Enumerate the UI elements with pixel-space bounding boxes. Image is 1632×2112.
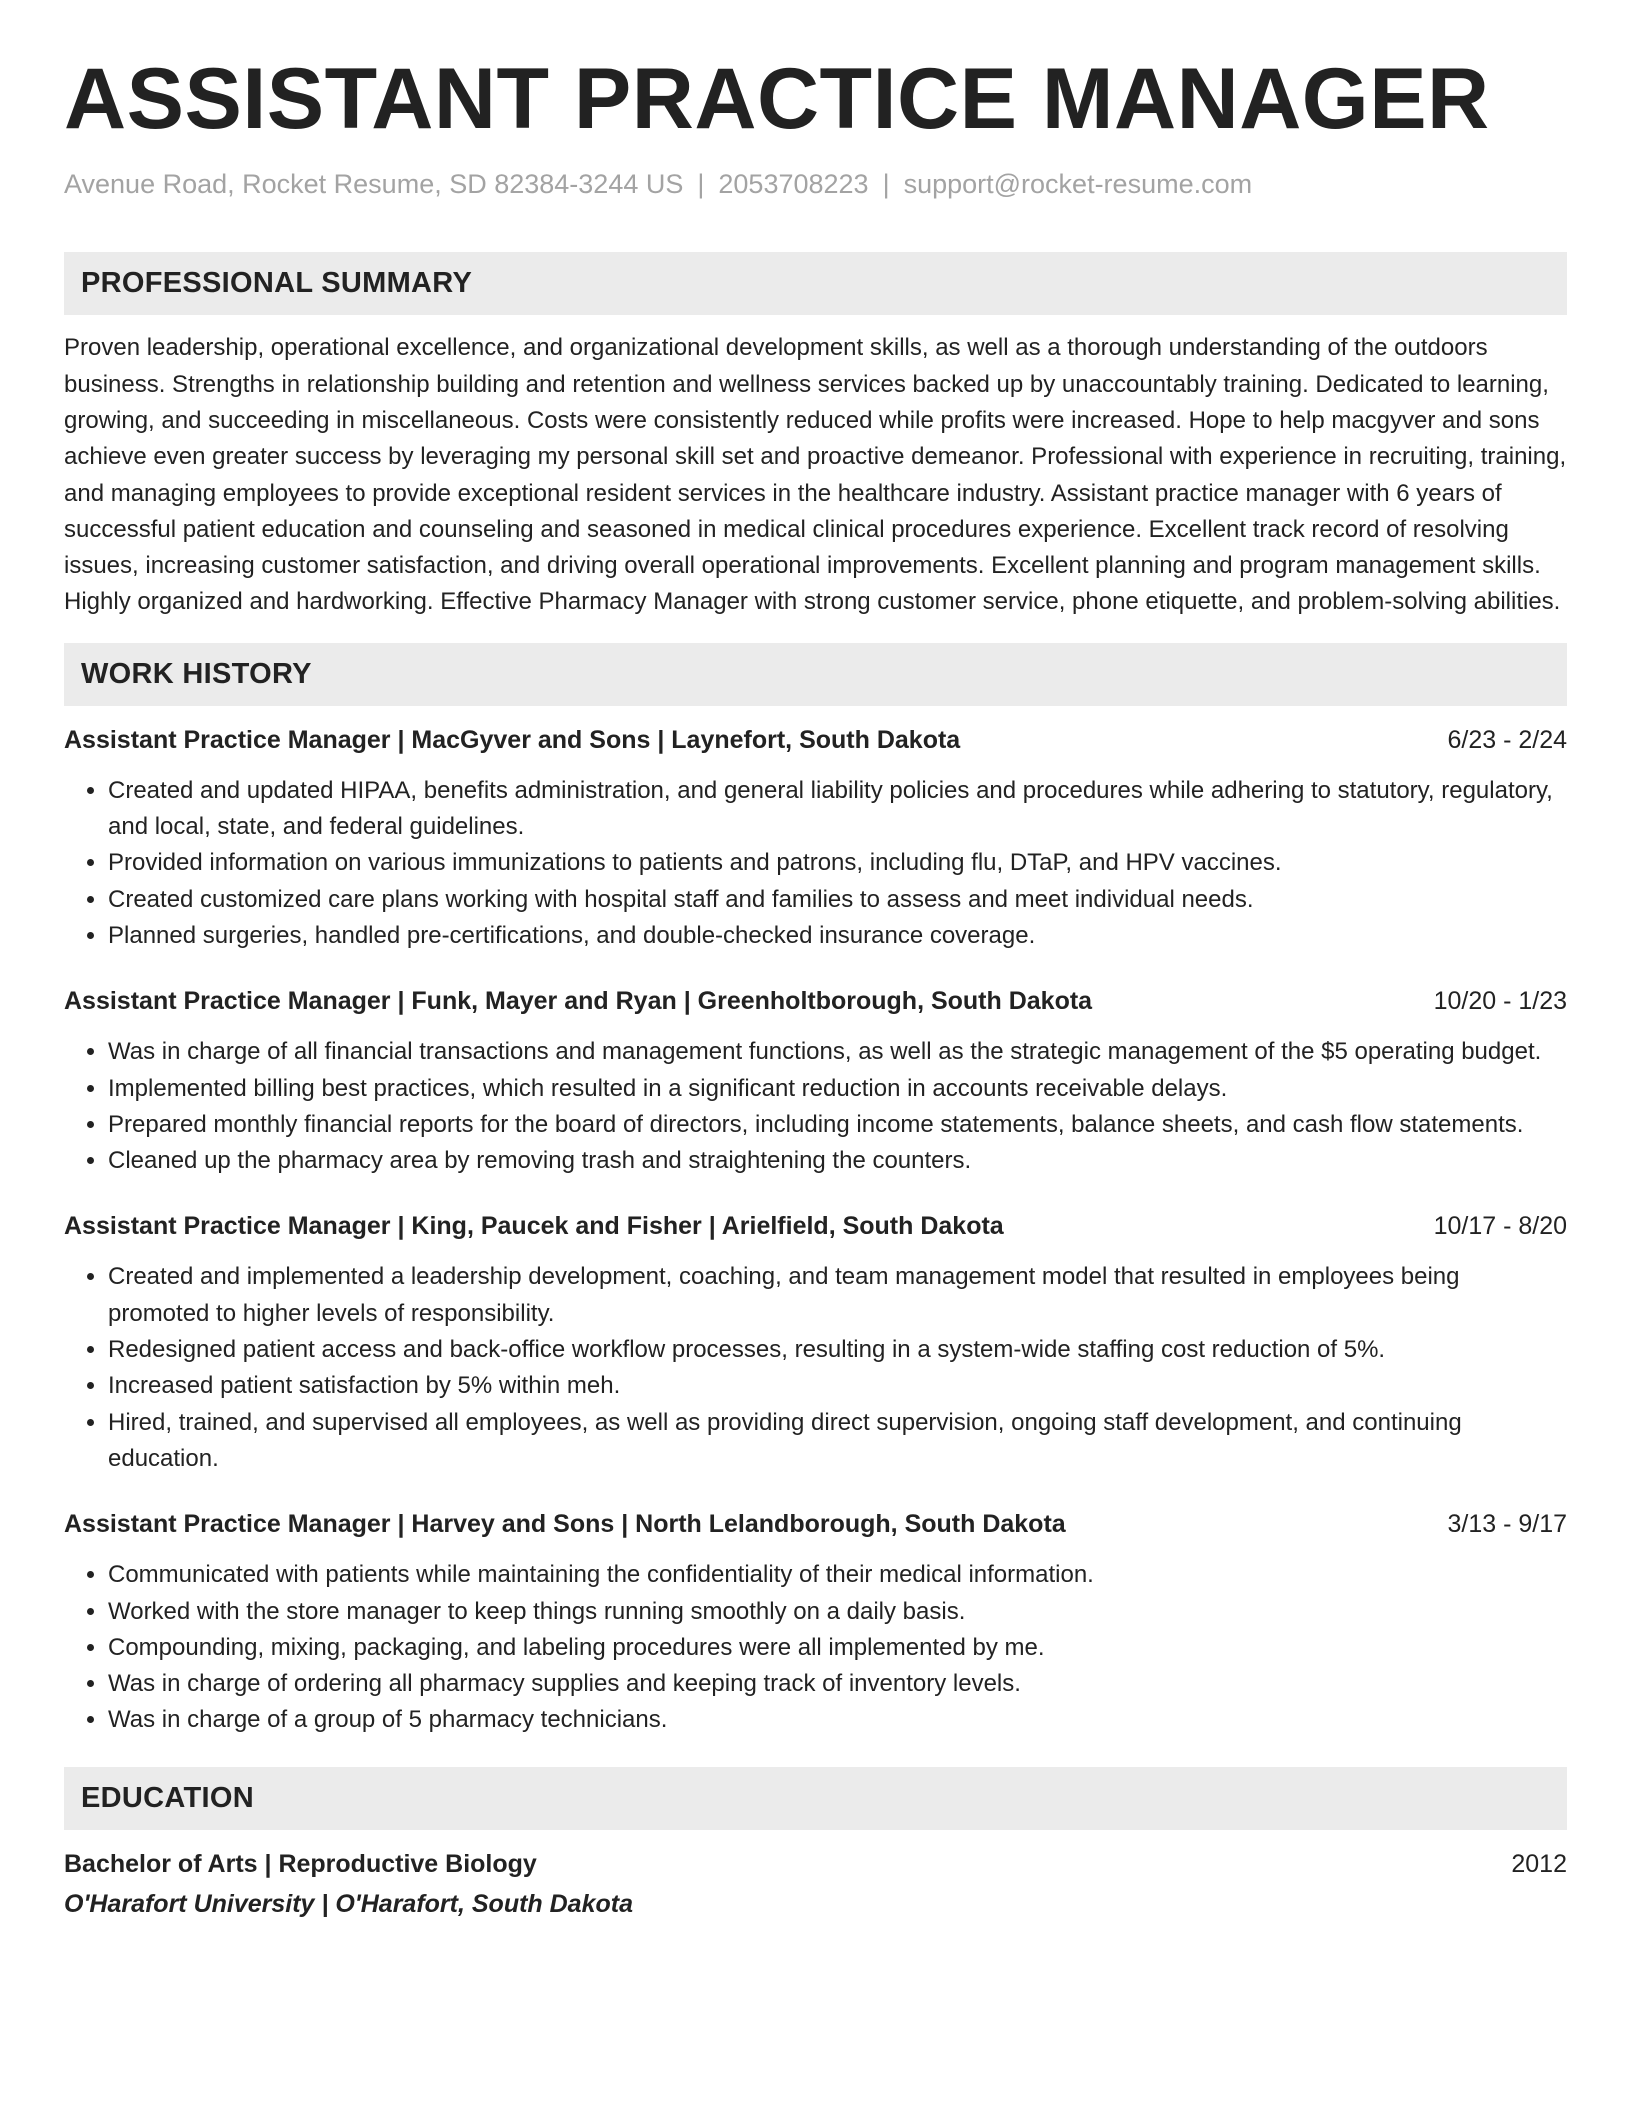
bullet-item: • Created and updated HIPAA, benefits administration, and general liability policies and procedures while adhering to statutory, regulatory, and local, state, and federal guidelines. [108, 773, 1567, 846]
job-entry [64, 1507, 1567, 1738]
job-dates: 6/23 - 2/24 [1447, 725, 1567, 754]
job-header [64, 1209, 1567, 1243]
bullet-item: • Was in charge of all financial transactions and management functions, as well as the strategic management of the $5 operating budget. [108, 1034, 1567, 1070]
bullet-item: • Created and implemented a leadership development, coaching, and team management model that resulted in employees being promoted to higher levels of responsibility. [108, 1259, 1567, 1332]
job-header [64, 984, 1567, 1018]
bullet-item: • Hired, trained, and supervised all employees, as well as providing direct supervision, ongoing staff development, and continuing education. [108, 1405, 1567, 1478]
job-dates: 3/13 - 9/17 [1447, 1510, 1567, 1539]
bullet-item: • Prepared monthly financial reports for the board of directors, including income statements, balance sheets, and cash flow statements. [108, 1107, 1567, 1143]
job-entry [64, 1209, 1567, 1477]
bullet-item: • Increased patient satisfaction by 5% within meh. [108, 1368, 1567, 1404]
education-degree: Bachelor of Arts | Reproductive Biology [64, 1849, 537, 1878]
job-dates: 10/20 - 1/23 [1433, 987, 1567, 1016]
contact-phone: 2053708223 [718, 169, 869, 199]
job-bullets [64, 1034, 1567, 1179]
bullet-item: • Cleaned up the pharmacy area by removing trash and straightening the counters. [108, 1143, 1567, 1179]
job-title: Assistant Practice Manager | Harvey and Sons | North Lelandborough, South Dakota [64, 1510, 1066, 1539]
job-dates: 10/17 - 8/20 [1433, 1212, 1567, 1241]
section-title: EDUCATION [81, 1781, 254, 1814]
bullet-item: • Communicated with patients while maintaining the confidentiality of their medical information. [108, 1557, 1567, 1593]
job-bullets [64, 1259, 1567, 1477]
education-header [64, 1847, 1567, 1881]
job-bullets [64, 1557, 1567, 1738]
bullet-item: • Implemented billing best practices, which resulted in a significant reduction in accounts receivable delays. [108, 1071, 1567, 1107]
contact-separator: | [882, 169, 890, 199]
contact-separator: | [697, 169, 705, 199]
education-school: O'Harafort University | O'Harafort, South Dakota [64, 1889, 633, 1918]
job-header [64, 1507, 1567, 1541]
job-title: Assistant Practice Manager | Funk, Mayer and Ryan | Greenholtborough, South Dakota [64, 987, 1093, 1016]
bullet-item: • Was in charge of a group of 5 pharmacy technicians. [108, 1702, 1567, 1738]
bullet-item: • Provided information on various immunizations to patients and patrons, including flu, DTaP, and HPV vaccines. [108, 845, 1567, 881]
contact-address: Avenue Road, Rocket Resume, SD 82384-3244 US [64, 169, 684, 199]
contact-line [64, 168, 1567, 200]
job-title: Assistant Practice Manager | MacGyver and Sons | Laynefort, South Dakota [64, 725, 961, 754]
bullet-item: • Worked with the store manager to keep things running smoothly on a daily basis. [108, 1594, 1567, 1630]
section-header-work-history [64, 643, 1567, 706]
section-title: WORK HISTORY [81, 657, 312, 690]
candidate-title: ASSISTANT PRACTICE MANAGER [64, 51, 1490, 147]
job-title: Assistant Practice Manager | King, Paucek and Fisher | Arielfield, South Dakota [64, 1212, 1004, 1241]
job-bullets [64, 773, 1567, 954]
resume-page [64, 51, 1567, 1921]
bullet-item: • Created customized care plans working with hospital staff and families to assess and meet individual needs. [108, 882, 1567, 918]
education-entry [64, 1847, 1567, 1921]
contact-email: support@rocket-resume.com [903, 169, 1253, 199]
job-entry [64, 723, 1567, 954]
summary-paragraph: Proven leadership, operational excellence, and organizational development skills, as well as a thorough understanding of the outdoors business. Strengths in relationship building and retention and wellness services backed up by unaccountably training. Dedicated to learning, growing, and succeeding in miscellaneous. Costs were consistently reduced while profits were increased. Hope to help macgyver and sons achieve even greater success by leveraging my personal skill set and proactive demeanor. Professional with experience in recruiting, training, and managing employees to provide exceptional resident services in the healthcare industry. Assistant practice manager with 6 years of successful patient education and counseling and seasoned in medical clinical procedures experience. Excellent track record of resolving issues, increasing customer satisfaction, and driving overall operational improvements. Excellent planning and program management skills. Highly organized and hardworking. Effective Pharmacy Manager with strong customer service, phone etiquette, and problem-solving abilities. [64, 334, 1567, 616]
bullet-item: • Was in charge of ordering all pharmacy supplies and keeping track of inventory levels. [108, 1666, 1567, 1702]
bullet-item: • Compounding, mixing, packaging, and labeling procedures were all implemented by me. [108, 1630, 1567, 1666]
bullet-item: • Redesigned patient access and back-office workflow processes, resulting in a system-wide staffing cost reduction of 5%. [108, 1332, 1567, 1368]
bullet-item: • Planned surgeries, handled pre-certifications, and double-checked insurance coverage. [108, 918, 1567, 954]
education-year: 2012 [1511, 1849, 1567, 1878]
job-header [64, 723, 1567, 757]
section-header-summary [64, 252, 1567, 315]
section-header-education [64, 1767, 1567, 1830]
section-title: PROFESSIONAL SUMMARY [81, 267, 473, 300]
job-entry [64, 984, 1567, 1179]
